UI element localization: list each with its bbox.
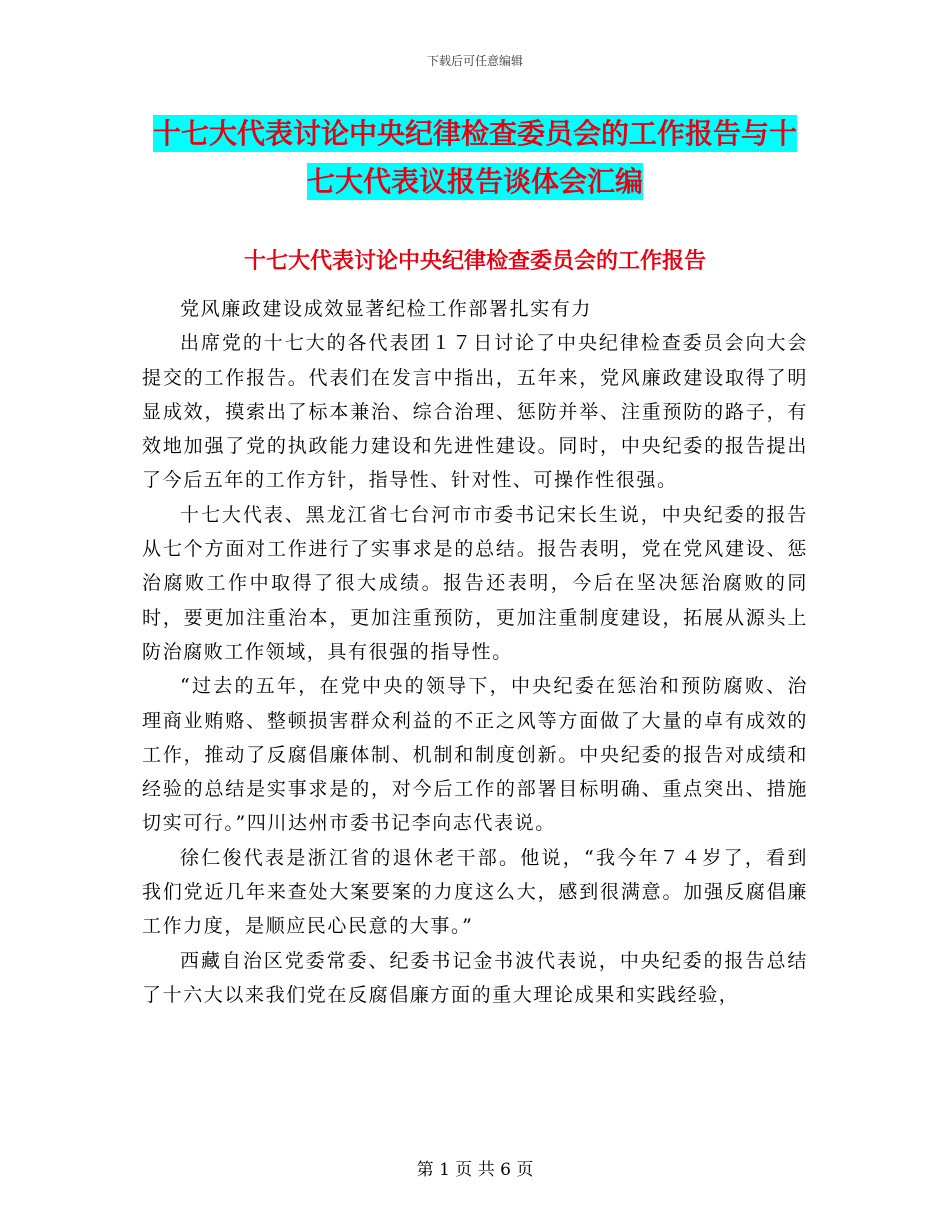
section-title: 十七大代表讨论中央纪律检查委员会的工作报告 — [243, 249, 706, 274]
paragraph: 出席党的十七大的各代表团１７日讨论了中央纪律检查委员会向大会提交的工作报告。代表们在发言中指出，五年来，党风廉政建设取得了明显成效，摸索出了标本兼治、综合治理、惩防并举、注重预防的路子，有效地加强了党的执政能力建设和先进性建设。同时，中央纪委的报告提出了今后五年的工作方针，指导性、针对性、可操作性很强。 — [142, 332, 808, 492]
page-unit: 页 — [455, 1160, 473, 1180]
paragraph: 十七大代表、黑龙江省七台河市市委书记宋长生说，中央纪委的报告从七个方面对工作进行了实事求是的总结。报告表明，党在党风建设、惩治腐败工作中取得了很大成绩。报告还表明，今后在坚决惩治腐败的同时，要更加注重治本，更加注重预防，更加注重制度建设，拓展从源头上防治腐败工作领域，具有很强的指导性。 — [142, 503, 808, 663]
page-number: 1 — [439, 1160, 450, 1180]
document-title — [0, 110, 950, 206]
page-footer — [0, 1155, 950, 1180]
total-pages: 6 — [500, 1160, 511, 1180]
paragraph-heading: 党风廉政建设成效显著纪检工作部署扎实有力 — [180, 298, 593, 320]
header-note: 下载后可任意编辑 — [426, 54, 523, 68]
title-line-2: 七大代表议报告谈体会汇编 — [306, 165, 643, 198]
total-unit: 页 — [516, 1160, 534, 1180]
paragraph: 西藏自治区党委常委、纪委书记金书波代表说，中央纪委的报告总结了十六大以来我们党在反腐倡廉方面的重大理论成果和实践经验， — [142, 949, 808, 1006]
page-label: 第 — [416, 1160, 434, 1180]
document-body — [142, 292, 808, 1012]
paragraph: “过去的五年，在党中央的领导下，中央纪委在惩治和预防腐败、治理商业贿赂、整顿损害群众利益的不正之风等方面做了大量的卓有成效的工作，推动了反腐倡廉体制、机制和制度创新。中央纪委的报告对成绩和经验的总结是实事求是的，对今后工作的部署目标明确、重点突出、措施切实可行。”四川达州市委书记李向志代表说。 — [142, 675, 808, 835]
total-label: 共 — [477, 1160, 495, 1180]
title-line-1: 十七大代表讨论中央纪律检查委员会的工作报告与十 — [152, 117, 797, 150]
paragraph: 徐仁俊代表是浙江省的退休老干部。他说，“我今年７４岁了，看到我们党近几年来查处大案要案的力度这么大，感到很满意。加强反腐倡廉工作力度，是顺应民心民意的大事。” — [142, 846, 808, 938]
